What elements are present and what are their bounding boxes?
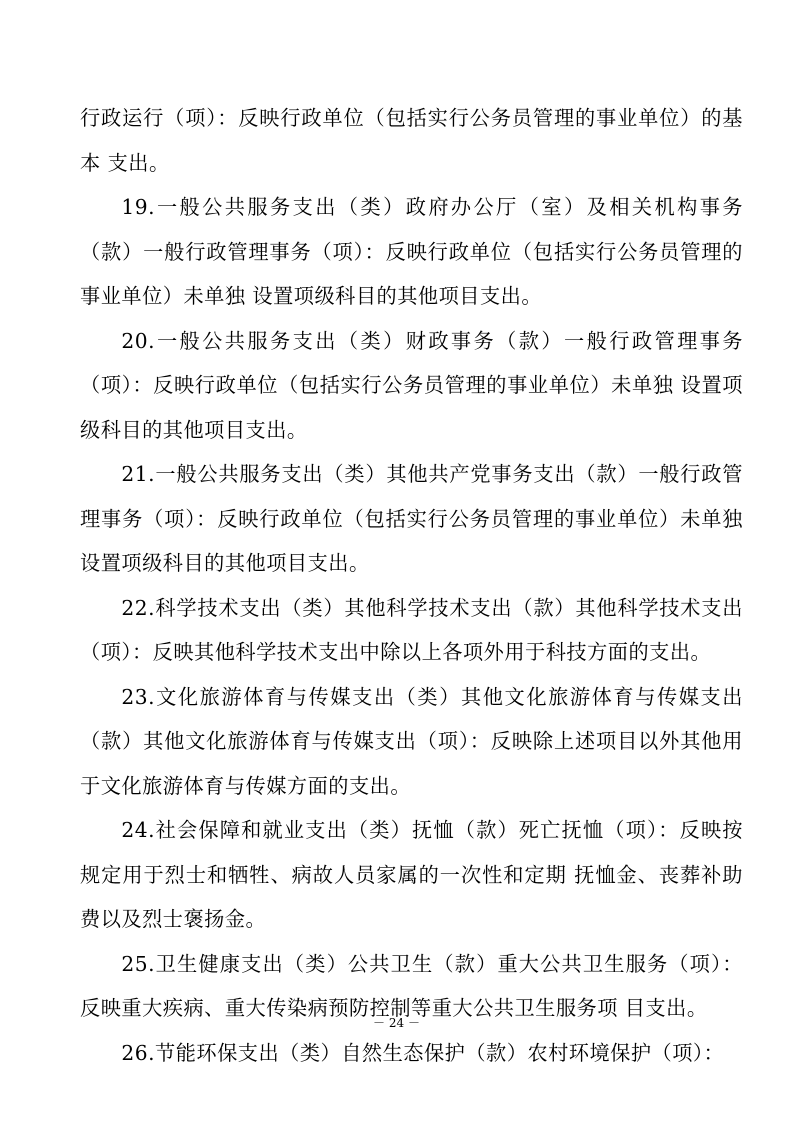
paragraph: 行政运行（项）：反映行政单位（包括实行公务员管理的事业单位）的基本 支出。 xyxy=(80,106,743,175)
paragraph: 21.一般公共服务支出（类）其他共产党事务支出（款）一般行政管理事务（项）：反映行政单位（包括实行公务员管理的事业单位）未单独 设置项级科目的其他项目支出。 xyxy=(80,462,743,575)
paragraph: 26.节能环保支出（类）自然生态保护（款）农村环境保护（项）： xyxy=(121,1040,725,1065)
paragraph: 22.科学技术支出（类）其他科学技术支出（款）其他科学技术支出（项）：反映其他科学技术支出中除以上各项外用于科技方面的支出。 xyxy=(80,595,743,664)
paragraph: 24.社会保障和就业支出（类）抚恤（款）死亡抚恤（项）：反映按规定用于烈士和牺牲、病故人员家属的一次性和定期 抚恤金、丧葬补助费以及烈士褒扬金。 xyxy=(80,818,743,931)
paragraph: 19.一般公共服务支出（类）政府办公厅（室）及相关机构事务（款）一般行政管理事务（项）：反映行政单位（包括实行公务员管理的事业单位）未单独 设置项级科目的其他项目支出。 xyxy=(80,195,743,308)
page-number: － 24 － xyxy=(373,1016,420,1030)
document-body xyxy=(80,96,743,1075)
paragraph: 20.一般公共服务支出（类）财政事务（款）一般行政管理事务（项）：反映行政单位（包括实行公务员管理的事业单位）未单独 设置项级科目的其他项目支出。 xyxy=(80,328,743,442)
paragraph: 25.卫生健康支出（类）公共卫生（款）重大公共卫生服务（项）：反映重大疾病、重大传染病预防控制等重大公共卫生服务项 目支出。 xyxy=(80,951,743,1020)
paragraph: 23.文化旅游体育与传媒支出（类）其他文化旅游体育与传媒支出（款）其他文化旅游体育与传媒支出（项）：反映除上述项目以外其他用于文化旅游体育与传媒方面的支出。 xyxy=(80,684,743,798)
